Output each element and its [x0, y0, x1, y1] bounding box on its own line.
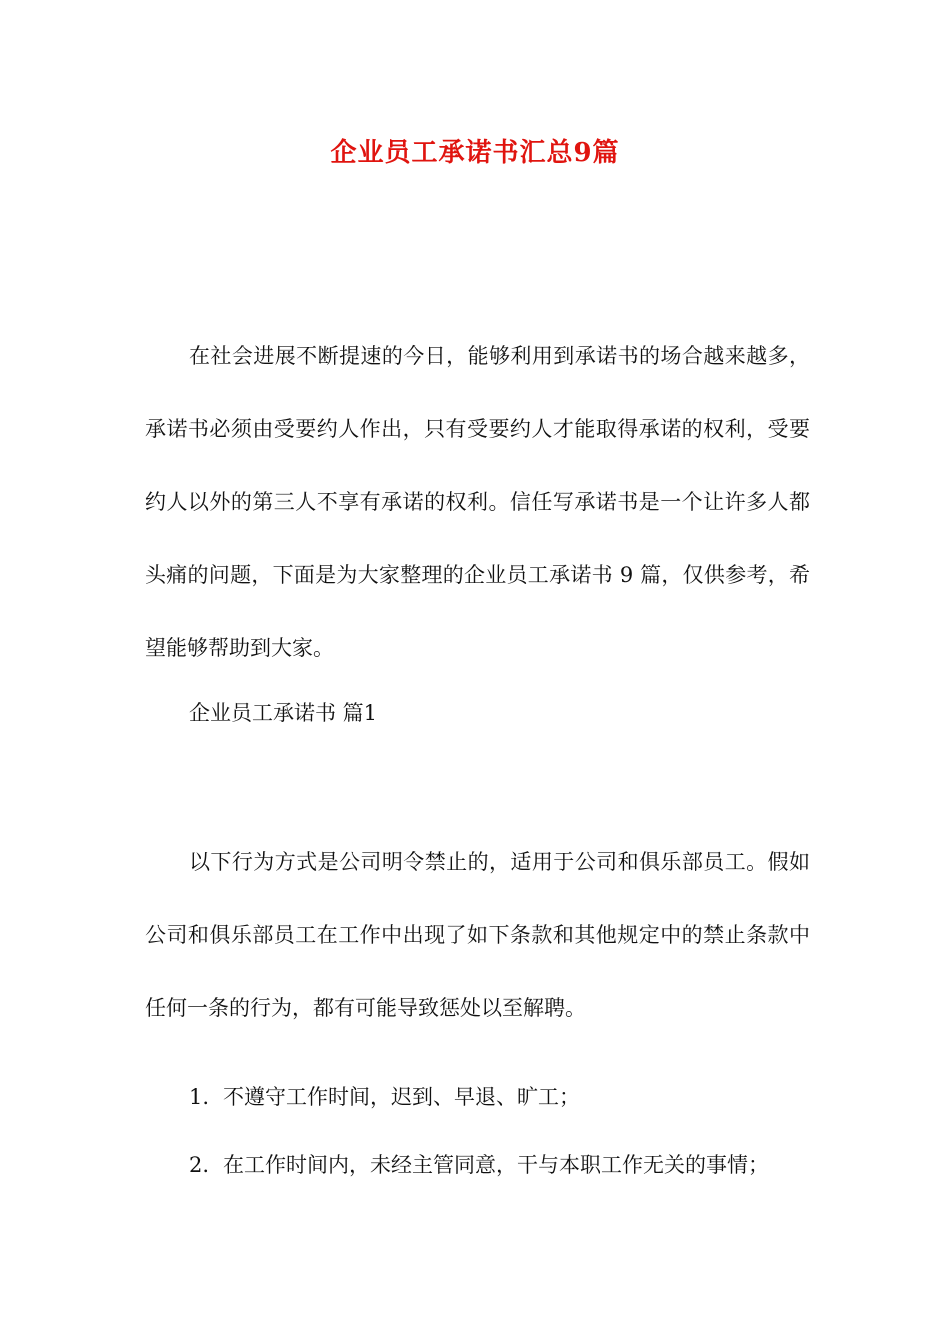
- list-item: [189, 1072, 819, 1122]
- list-item-number: 2.: [189, 1153, 210, 1177]
- document-title: 企业员工承诺书汇总9篇: [330, 138, 620, 168]
- list-item-text: 在工作时间内，未经主管同意，干与本职工作无关的事情；: [223, 1153, 769, 1177]
- rules-paragraph: 以下行为方式是公司明令禁止的，适用于公司和俱乐部员工。假如公司和俱乐部员工在工作中出现了如下条款和其他规定中的禁止条款中任何一条的行为，都有可能导致惩处以至解聘。: [145, 850, 810, 1020]
- list-item-number: 1.: [189, 1085, 210, 1109]
- list-item-text: 不遵守工作时间，迟到、早退、旷工；: [223, 1085, 580, 1109]
- intro-paragraph: 在社会进展不断提速的今日，能够利用到承诺书的场合越来越多，承诺书必须由受要约人作出，只有受要约人才能取得承诺的权利，受要约人以外的第三人不享有承诺的权利。信任写承诺书是一个让许多人都头痛的问题，下面是为大家整理的企业员工承诺书 9 篇，仅供参考，希望能够帮助到大家。: [145, 344, 810, 660]
- list-item: [189, 1140, 819, 1190]
- section-title: 企业员工承诺书 篇1: [189, 701, 378, 725]
